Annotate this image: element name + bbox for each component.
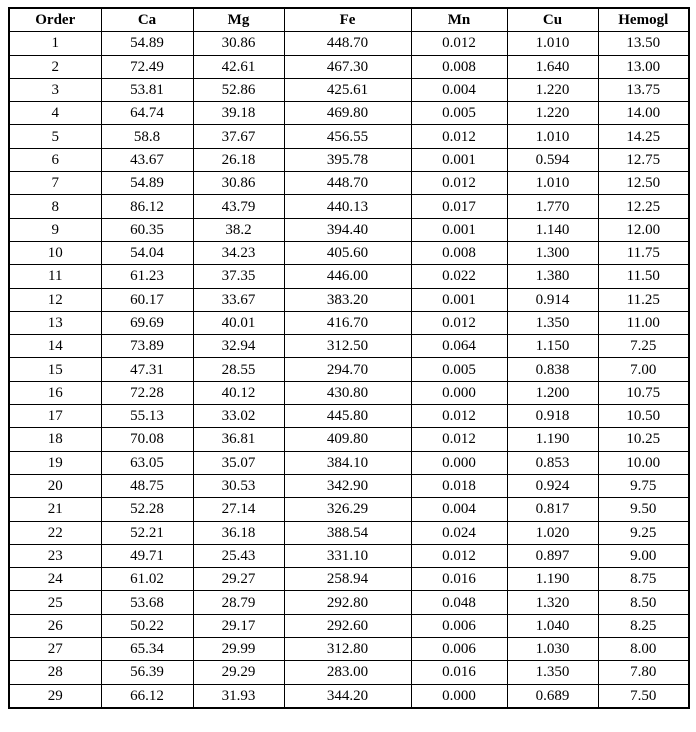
table-row (9, 172, 689, 195)
ca-cell: 43.67 (101, 148, 193, 171)
fe-cell: 388.54 (284, 521, 411, 544)
mg-cell: 37.35 (193, 265, 284, 288)
hemogl-cell: 13.75 (598, 78, 689, 101)
cu-cell: 1.010 (507, 172, 598, 195)
order-cell: 22 (9, 521, 101, 544)
cu-cell: 1.640 (507, 55, 598, 78)
fe-cell: 416.70 (284, 311, 411, 334)
hemogl-cell: 10.50 (598, 405, 689, 428)
fe-cell: 467.30 (284, 55, 411, 78)
order-cell: 27 (9, 638, 101, 661)
hemogl-cell: 9.25 (598, 521, 689, 544)
column-header-mn: Mn (411, 8, 507, 32)
table-row (9, 335, 689, 358)
cu-cell: 1.010 (507, 32, 598, 55)
mg-cell: 27.14 (193, 498, 284, 521)
column-header-fe: Fe (284, 8, 411, 32)
table-row (9, 78, 689, 101)
mg-cell: 30.53 (193, 474, 284, 497)
mn-cell: 0.006 (411, 638, 507, 661)
cu-cell: 1.350 (507, 661, 598, 684)
order-cell: 11 (9, 265, 101, 288)
ca-cell: 64.74 (101, 102, 193, 125)
ca-cell: 63.05 (101, 451, 193, 474)
ca-cell: 73.89 (101, 335, 193, 358)
ca-cell: 49.71 (101, 544, 193, 567)
table-row (9, 661, 689, 684)
cu-cell: 1.320 (507, 591, 598, 614)
ca-cell: 48.75 (101, 474, 193, 497)
cu-cell: 1.140 (507, 218, 598, 241)
mg-cell: 29.17 (193, 614, 284, 637)
mg-cell: 29.27 (193, 568, 284, 591)
order-cell: 6 (9, 148, 101, 171)
order-cell: 28 (9, 661, 101, 684)
cu-cell: 1.220 (507, 78, 598, 101)
mg-cell: 25.43 (193, 544, 284, 567)
hemogl-cell: 11.25 (598, 288, 689, 311)
hemogl-cell: 11.50 (598, 265, 689, 288)
mn-cell: 0.004 (411, 78, 507, 101)
ca-cell: 66.12 (101, 684, 193, 708)
ca-cell: 53.68 (101, 591, 193, 614)
cu-cell: 1.030 (507, 638, 598, 661)
cu-cell: 1.040 (507, 614, 598, 637)
ca-cell: 50.22 (101, 614, 193, 637)
mn-cell: 0.012 (411, 311, 507, 334)
mg-cell: 37.67 (193, 125, 284, 148)
order-cell: 24 (9, 568, 101, 591)
header-row (9, 8, 689, 32)
cu-cell: 1.190 (507, 568, 598, 591)
fe-cell: 312.80 (284, 638, 411, 661)
fe-cell: 326.29 (284, 498, 411, 521)
table-row (9, 218, 689, 241)
cu-cell: 0.853 (507, 451, 598, 474)
fe-cell: 469.80 (284, 102, 411, 125)
cu-cell: 1.770 (507, 195, 598, 218)
order-cell: 23 (9, 544, 101, 567)
mn-cell: 0.012 (411, 544, 507, 567)
hemogl-cell: 10.00 (598, 451, 689, 474)
mn-cell: 0.012 (411, 32, 507, 55)
mg-cell: 32.94 (193, 335, 284, 358)
ca-cell: 54.89 (101, 32, 193, 55)
order-cell: 10 (9, 241, 101, 264)
cu-cell: 0.838 (507, 358, 598, 381)
mn-cell: 0.012 (411, 405, 507, 428)
order-cell: 20 (9, 474, 101, 497)
order-cell: 7 (9, 172, 101, 195)
order-cell: 9 (9, 218, 101, 241)
ca-cell: 52.21 (101, 521, 193, 544)
mn-cell: 0.048 (411, 591, 507, 614)
hemogl-cell: 14.25 (598, 125, 689, 148)
mn-cell: 0.012 (411, 172, 507, 195)
ca-cell: 58.8 (101, 125, 193, 148)
table-row (9, 125, 689, 148)
table-row (9, 684, 689, 708)
hemogl-cell: 12.00 (598, 218, 689, 241)
ca-cell: 60.17 (101, 288, 193, 311)
table-header (9, 8, 689, 32)
mg-cell: 38.2 (193, 218, 284, 241)
table-body (9, 32, 689, 708)
ca-cell: 52.28 (101, 498, 193, 521)
ca-cell: 70.08 (101, 428, 193, 451)
table-row (9, 498, 689, 521)
cu-cell: 0.897 (507, 544, 598, 567)
mg-cell: 36.18 (193, 521, 284, 544)
order-cell: 5 (9, 125, 101, 148)
table-row (9, 381, 689, 404)
cu-cell: 0.914 (507, 288, 598, 311)
fe-cell: 448.70 (284, 172, 411, 195)
mn-cell: 0.000 (411, 451, 507, 474)
ca-cell: 61.02 (101, 568, 193, 591)
order-cell: 29 (9, 684, 101, 708)
cu-cell: 0.924 (507, 474, 598, 497)
mg-cell: 28.79 (193, 591, 284, 614)
table-row (9, 428, 689, 451)
order-cell: 2 (9, 55, 101, 78)
mn-cell: 0.017 (411, 195, 507, 218)
order-cell: 17 (9, 405, 101, 428)
order-cell: 1 (9, 32, 101, 55)
hemogl-cell: 12.25 (598, 195, 689, 218)
mn-cell: 0.005 (411, 358, 507, 381)
fe-cell: 294.70 (284, 358, 411, 381)
hemogl-cell: 9.00 (598, 544, 689, 567)
ca-cell: 61.23 (101, 265, 193, 288)
hemogl-cell: 9.75 (598, 474, 689, 497)
mn-cell: 0.004 (411, 498, 507, 521)
fe-cell: 448.70 (284, 32, 411, 55)
fe-cell: 383.20 (284, 288, 411, 311)
ca-cell: 54.89 (101, 172, 193, 195)
table-row (9, 148, 689, 171)
table-row (9, 405, 689, 428)
table-row (9, 474, 689, 497)
fe-cell: 430.80 (284, 381, 411, 404)
fe-cell: 394.40 (284, 218, 411, 241)
ca-cell: 55.13 (101, 405, 193, 428)
fe-cell: 292.80 (284, 591, 411, 614)
mn-cell: 0.008 (411, 55, 507, 78)
fe-cell: 384.10 (284, 451, 411, 474)
mg-cell: 36.81 (193, 428, 284, 451)
order-cell: 3 (9, 78, 101, 101)
cu-cell: 1.010 (507, 125, 598, 148)
fe-cell: 292.60 (284, 614, 411, 637)
mn-cell: 0.016 (411, 661, 507, 684)
mn-cell: 0.005 (411, 102, 507, 125)
table-row (9, 568, 689, 591)
column-header-order: Order (9, 8, 101, 32)
ca-cell: 69.69 (101, 311, 193, 334)
fe-cell: 342.90 (284, 474, 411, 497)
mn-cell: 0.064 (411, 335, 507, 358)
mn-cell: 0.000 (411, 381, 507, 404)
order-cell: 18 (9, 428, 101, 451)
mg-cell: 43.79 (193, 195, 284, 218)
mg-cell: 40.01 (193, 311, 284, 334)
order-cell: 8 (9, 195, 101, 218)
cu-cell: 0.689 (507, 684, 598, 708)
mg-cell: 35.07 (193, 451, 284, 474)
hemogl-cell: 11.75 (598, 241, 689, 264)
column-header-ca: Ca (101, 8, 193, 32)
mn-cell: 0.018 (411, 474, 507, 497)
hemogl-cell: 14.00 (598, 102, 689, 125)
ca-cell: 60.35 (101, 218, 193, 241)
mg-cell: 39.18 (193, 102, 284, 125)
hemogl-cell: 8.75 (598, 568, 689, 591)
cu-cell: 0.817 (507, 498, 598, 521)
cu-cell: 1.190 (507, 428, 598, 451)
fe-cell: 344.20 (284, 684, 411, 708)
table-row (9, 288, 689, 311)
mn-cell: 0.001 (411, 148, 507, 171)
table-row (9, 55, 689, 78)
fe-cell: 283.00 (284, 661, 411, 684)
fe-cell: 395.78 (284, 148, 411, 171)
column-header-hemogl: Hemogl (598, 8, 689, 32)
mg-cell: 31.93 (193, 684, 284, 708)
hemogl-cell: 12.50 (598, 172, 689, 195)
order-cell: 19 (9, 451, 101, 474)
mg-cell: 30.86 (193, 32, 284, 55)
order-cell: 12 (9, 288, 101, 311)
table-row (9, 544, 689, 567)
hemogl-cell: 9.50 (598, 498, 689, 521)
mg-cell: 29.29 (193, 661, 284, 684)
fe-cell: 445.80 (284, 405, 411, 428)
order-cell: 25 (9, 591, 101, 614)
table-row (9, 241, 689, 264)
mn-cell: 0.016 (411, 568, 507, 591)
mg-cell: 33.67 (193, 288, 284, 311)
order-cell: 14 (9, 335, 101, 358)
mn-cell: 0.008 (411, 241, 507, 264)
cu-cell: 1.200 (507, 381, 598, 404)
order-cell: 21 (9, 498, 101, 521)
table-row (9, 451, 689, 474)
table-row (9, 102, 689, 125)
ca-cell: 86.12 (101, 195, 193, 218)
table-row (9, 521, 689, 544)
mg-cell: 28.55 (193, 358, 284, 381)
hemogl-cell: 8.50 (598, 591, 689, 614)
mn-cell: 0.006 (411, 614, 507, 637)
hemogl-cell: 13.00 (598, 55, 689, 78)
table-row (9, 614, 689, 637)
mg-cell: 26.18 (193, 148, 284, 171)
hemogl-cell: 11.00 (598, 311, 689, 334)
cu-cell: 0.594 (507, 148, 598, 171)
ca-cell: 53.81 (101, 78, 193, 101)
mg-cell: 42.61 (193, 55, 284, 78)
fe-cell: 440.13 (284, 195, 411, 218)
order-cell: 4 (9, 102, 101, 125)
data-table (8, 7, 690, 709)
ca-cell: 65.34 (101, 638, 193, 661)
ca-cell: 72.49 (101, 55, 193, 78)
cu-cell: 1.220 (507, 102, 598, 125)
mn-cell: 0.001 (411, 288, 507, 311)
hemogl-cell: 8.25 (598, 614, 689, 637)
mg-cell: 52.86 (193, 78, 284, 101)
table-row (9, 32, 689, 55)
fe-cell: 331.10 (284, 544, 411, 567)
fe-cell: 446.00 (284, 265, 411, 288)
fe-cell: 409.80 (284, 428, 411, 451)
hemogl-cell: 13.50 (598, 32, 689, 55)
cu-cell: 1.020 (507, 521, 598, 544)
hemogl-cell: 7.80 (598, 661, 689, 684)
hemogl-cell: 7.25 (598, 335, 689, 358)
hemogl-cell: 8.00 (598, 638, 689, 661)
fe-cell: 312.50 (284, 335, 411, 358)
hemogl-cell: 10.25 (598, 428, 689, 451)
column-header-cu: Cu (507, 8, 598, 32)
cu-cell: 1.380 (507, 265, 598, 288)
table-row (9, 265, 689, 288)
hemogl-cell: 10.75 (598, 381, 689, 404)
ca-cell: 72.28 (101, 381, 193, 404)
table-row (9, 638, 689, 661)
mg-cell: 33.02 (193, 405, 284, 428)
hemogl-cell: 7.50 (598, 684, 689, 708)
mn-cell: 0.000 (411, 684, 507, 708)
mg-cell: 29.99 (193, 638, 284, 661)
ca-cell: 54.04 (101, 241, 193, 264)
ca-cell: 56.39 (101, 661, 193, 684)
order-cell: 15 (9, 358, 101, 381)
ca-cell: 47.31 (101, 358, 193, 381)
mn-cell: 0.022 (411, 265, 507, 288)
fe-cell: 425.61 (284, 78, 411, 101)
order-cell: 16 (9, 381, 101, 404)
cu-cell: 1.350 (507, 311, 598, 334)
fe-cell: 258.94 (284, 568, 411, 591)
hemogl-cell: 7.00 (598, 358, 689, 381)
mg-cell: 40.12 (193, 381, 284, 404)
table-row (9, 591, 689, 614)
table-row (9, 358, 689, 381)
mn-cell: 0.001 (411, 218, 507, 241)
mg-cell: 30.86 (193, 172, 284, 195)
mg-cell: 34.23 (193, 241, 284, 264)
cu-cell: 0.918 (507, 405, 598, 428)
hemogl-cell: 12.75 (598, 148, 689, 171)
cu-cell: 1.150 (507, 335, 598, 358)
order-cell: 26 (9, 614, 101, 637)
mn-cell: 0.024 (411, 521, 507, 544)
mn-cell: 0.012 (411, 428, 507, 451)
order-cell: 13 (9, 311, 101, 334)
table-row (9, 311, 689, 334)
fe-cell: 456.55 (284, 125, 411, 148)
column-header-mg: Mg (193, 8, 284, 32)
cu-cell: 1.300 (507, 241, 598, 264)
fe-cell: 405.60 (284, 241, 411, 264)
mn-cell: 0.012 (411, 125, 507, 148)
table-row (9, 195, 689, 218)
